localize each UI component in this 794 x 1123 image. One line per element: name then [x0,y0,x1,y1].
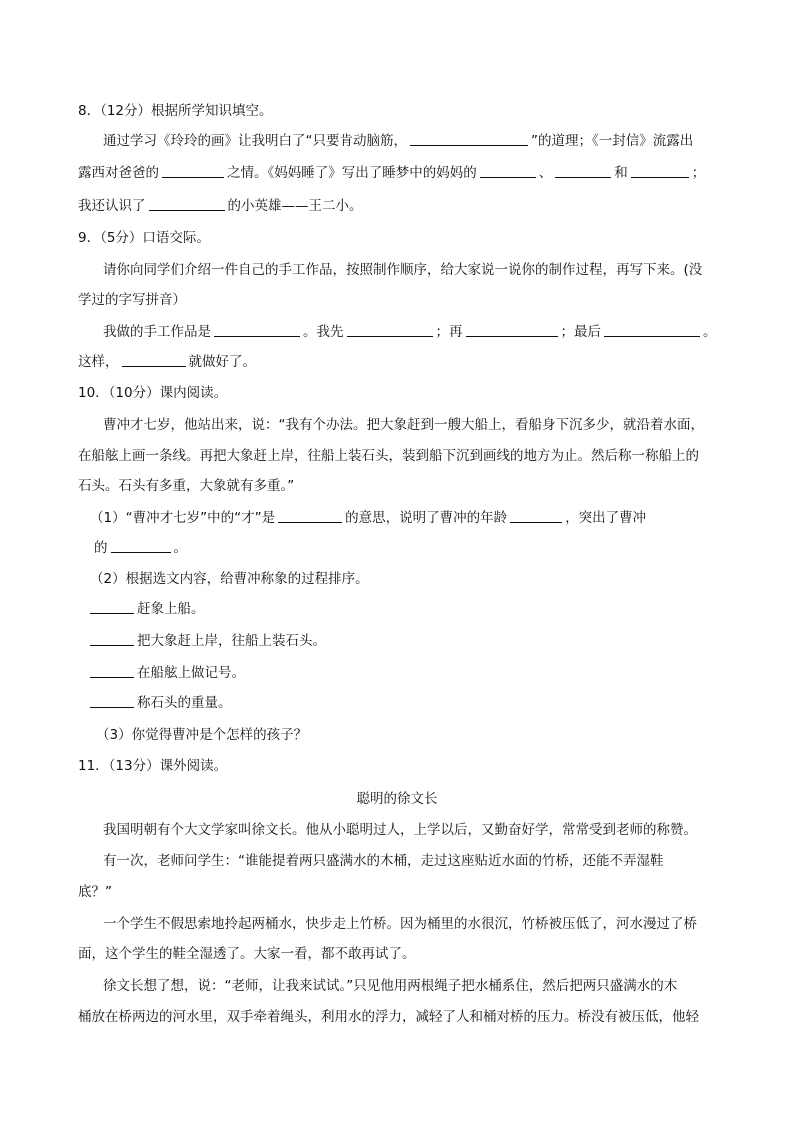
q10-text: 的意思，说明了曹冲的年龄 [345,510,508,526]
q9-text: 。 [703,324,717,340]
blank[interactable] [90,631,134,646]
q11-passage-line: 底？” [78,884,112,900]
q10-sub1 [90,508,646,528]
q8-line3 [78,196,363,216]
q8-text: 的小英雄——王二小。 [227,198,363,214]
q10-passage-line: 在船舷上画一条线。再把大象赶上岸，往船上装石头，装到船下沉到画线的地方为止。然后称一称船上的 [78,448,699,464]
q10-text: ，突出了曹冲 [565,510,647,526]
q10-sub1-cont [94,538,187,558]
q9-line4 [78,352,256,372]
q10-order-text: 称石头的重量。 [137,695,232,711]
q8-text: 、 [538,165,553,181]
q11-passage-title: 聪明的徐文长 [356,791,438,807]
q11-passage-line: 徐文长想了想，说：“老师，让我来试试。”只见他用两根绳子把水桶系住，然后把两只盛满水的木 [103,978,678,994]
q10-order-item [90,631,326,651]
q9-text: ；再 [435,324,463,340]
blank[interactable] [347,322,433,337]
q11-heading: 11．（13分）课外阅读。 [78,758,228,774]
q10-order-text: 赶象上船。 [137,601,205,617]
blank[interactable] [278,508,342,523]
blank[interactable] [410,131,528,146]
blank[interactable] [510,508,562,523]
q8-line2 [78,163,705,183]
q8-text: 之情。《妈妈睡了》写出了睡梦中的妈妈的 [227,165,477,181]
q8-text: ”的道理；《一封信》流露出 [531,133,694,149]
q8-text: ； [691,165,706,181]
blank[interactable] [604,322,700,337]
q11-passage-line: 我国明朝有个大文学家叫徐文长。他从小聪明过人，上学以后，又勤奋好学，常常受到老师的称赞。 [103,822,697,838]
q9-heading: 9．（5分）口语交际。 [78,230,210,246]
q9-p1b: 学过的字写拼音） [78,292,186,308]
blank[interactable] [214,322,300,337]
q11-passage-line: 面，这个学生的鞋全湿透了。大家一看，都不敢再试了。 [78,946,416,962]
q10-sub3: （3）你觉得曹冲是个怎样的孩子？ [96,727,308,743]
q9-line3 [103,322,717,342]
q10-text: （1）“曹冲才七岁”中的“才”是 [90,510,276,526]
blank[interactable] [90,599,134,614]
q8-text: 和 [614,165,628,181]
q8-text: 我还认识了 [78,198,146,214]
blank[interactable] [111,538,171,553]
q9-text: 我做的手工作品是 [103,324,211,340]
blank[interactable] [149,196,225,211]
q9-text: 这样， [78,354,119,370]
q10-order-text: 在船舷上做记号。 [137,665,245,681]
blank[interactable] [466,322,558,337]
q10-order-item [90,599,205,619]
q9-text: 就做好了。 [188,354,256,370]
blank[interactable] [555,163,611,178]
q10-text: 。 [173,540,187,556]
q8-heading: 8．（12分）根据所学知识填空。 [78,103,273,119]
blank[interactable] [122,352,186,367]
q11-passage-line: 桶放在桥两边的河水里，双手牵着绳头，利用水的浮力，减轻了人和桶对桥的压力。桥没有被压低，他轻 [78,1009,699,1025]
q9-text: 。我先 [303,324,344,340]
q8-text: 通过学习《玲玲的画》让我明白了“只要肯动脑筋， [103,133,407,149]
q11-passage-line: 一个学生不假思索地拎起两桶水，快步走上竹桥。因为桶里的水很沉，竹桥被压低了，河水漫过了桥 [103,916,697,932]
q8-line1 [103,131,693,151]
blank[interactable] [162,163,224,178]
q9-p1: 请你向同学们介绍一件自己的手工作品，按照制作顺序，给大家说一说你的制作过程，再写下来。(没 [103,262,703,278]
q11-passage-line: 有一次，老师问学生：“谁能提着两只盛满水的木桶，走过这座贴近水面的竹桥，还能不弄湿鞋 [103,853,664,869]
q8-text: 露西对爸爸的 [78,165,159,181]
q9-text: ；最后 [560,324,601,340]
blank[interactable] [90,693,134,708]
q10-heading: 10．（10分）课内阅读。 [78,385,228,401]
q10-text: 的 [94,540,108,556]
blank[interactable] [631,163,689,178]
q10-order-text: 把大象赶上岸，往船上装石头。 [137,633,326,649]
blank[interactable] [480,163,536,178]
q10-order-item [90,693,232,713]
q10-order-item [90,663,245,683]
q10-passage-line: 石头。石头有多重，大象就有多重。” [78,478,295,494]
q10-passage-line: 曹冲才七岁，他站出来，说：“我有个办法。把大象赶到一艘大船上，看船身下沉多少，就沿着水面， [103,417,704,433]
q10-sub2: （2）根据选文内容，给曹冲称象的过程排序。 [90,571,369,587]
blank[interactable] [90,663,134,678]
